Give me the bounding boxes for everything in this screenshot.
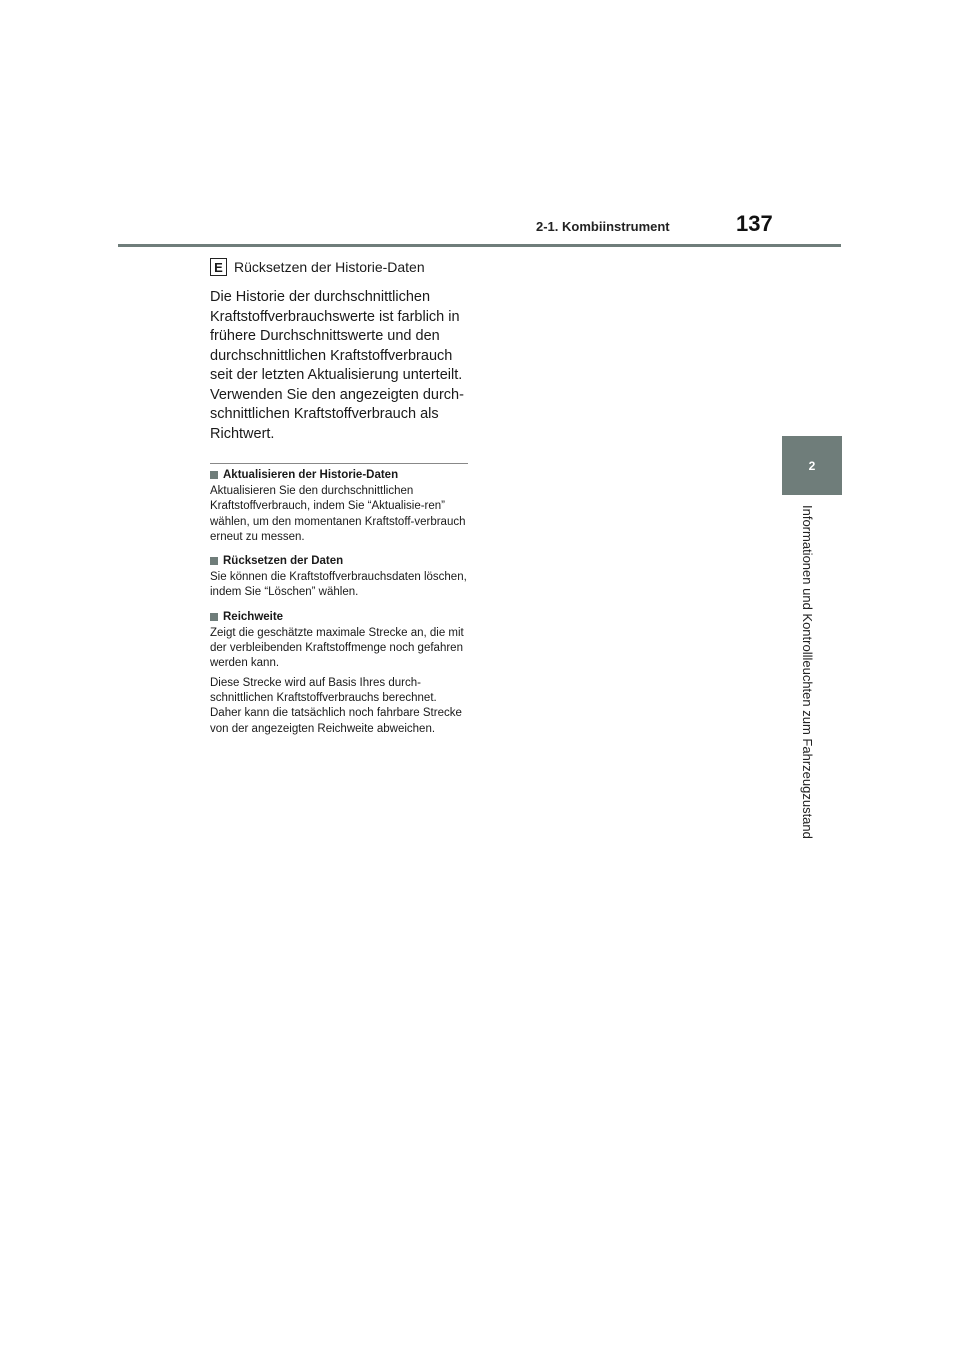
section-range: [210, 611, 470, 737]
chapter-tab: [782, 436, 842, 495]
item-e-body: Die Historie der durchschnittlichen Kraftstoffverbrauchswerte ist farblich in frühere Durchschnittswerte und den durchschnittlichen Kraftstoffverbrauch seit der letzten Aktualisierung unterteilt. Verwenden Sie den angezeigten durch-schnittlichen Kraftstoffverbrauch als Richtwert.: [210, 289, 464, 442]
section-reset-data: [210, 555, 470, 601]
section-divider: [210, 463, 468, 464]
section-heading: [210, 555, 470, 567]
section-heading: [210, 611, 470, 623]
item-letter-badge: E: [210, 258, 227, 276]
page-number: 137: [736, 211, 773, 236]
item-e-title: Rücksetzen der Historie-Daten: [234, 259, 425, 275]
section-update-history: [210, 469, 470, 545]
section-paragraph: Diese Strecke wird auf Basis Ihres durch-schnittlichen Kraftstoffverbrauchs berechnet. Daher kann die tatsächlich noch fahrbare Strecke von der angezeigten Reichweite abweichen.: [210, 676, 462, 735]
section-title: 2-1. Kombiinstrument: [536, 219, 670, 234]
main-content: [210, 258, 470, 747]
section-paragraph: Sie können die Kraftstoffverbrauchsdaten löschen, indem Sie “Löschen” wählen.: [210, 571, 467, 599]
chapter-title: Informationen und Kontrollleuchten zum Fahrzeugzustand: [800, 505, 815, 839]
chapter-number: 2: [808, 458, 816, 473]
section-paragraph: Aktualisieren Sie den durchschnittlichen Kraftstoffverbrauch, indem Sie “Aktualisie-ren” wählen, um den momentanen Kraftstoff-verbrauch erneut zu messen.: [210, 485, 466, 543]
section-paragraph: Zeigt die geschätzte maximale Strecke an, die mit der verbleibenden Kraftstoffmenge noch gefahren werden kann.: [210, 626, 464, 670]
square-bullet-icon: [210, 557, 218, 565]
section-heading-text: Rücksetzen der Daten: [223, 555, 344, 568]
header-divider: [118, 244, 841, 247]
section-heading-text: Reichweite: [223, 610, 284, 623]
section-heading-text: Aktualisieren der Historie-Daten: [223, 469, 399, 481]
square-bullet-icon: [210, 471, 218, 479]
section-heading: [210, 469, 470, 481]
square-bullet-icon: [210, 613, 218, 621]
item-e-heading: [210, 258, 470, 276]
